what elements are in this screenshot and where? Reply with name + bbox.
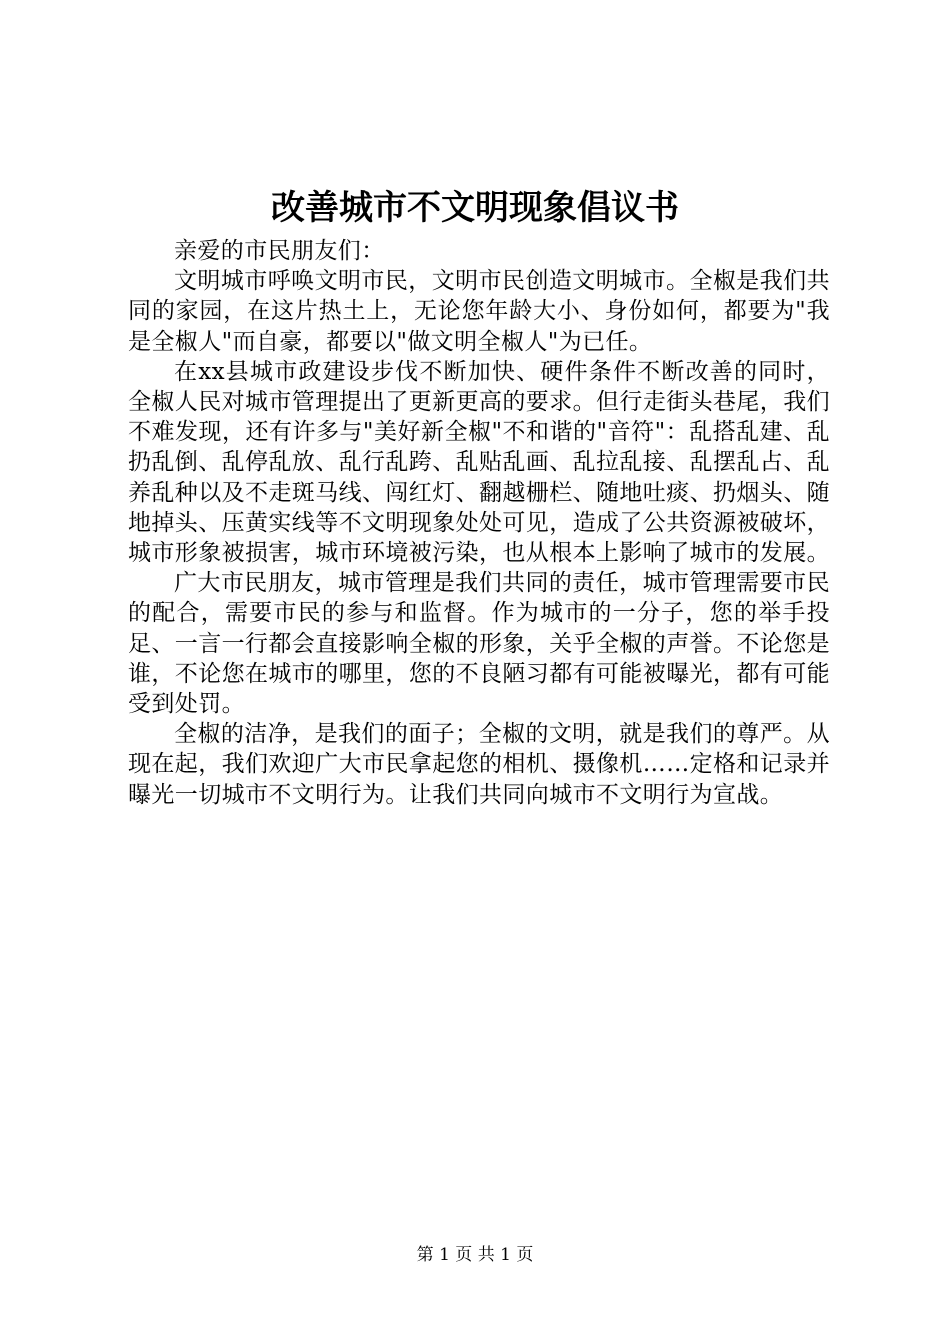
paragraph-4: 全椒的洁净，是我们的面子；全椒的文明，就是我们的尊严。从现在起，我们欢迎广大市民拿起您的相机、摄像机……定格和记录并曝光一切城市不文明行为。让我们共同向城市不文明行为宣战。 <box>128 721 830 808</box>
paragraph-2: 在xx县城市政建设步伐不断加快、硬件条件不断改善的同时，全椒人民对城市管理提出了更新更高的要求。但行走街头巷尾，我们不难发现，还有许多与"美好新全椒"不和谐的"音符"：乱搭乱建、乱扔乱倒、乱停乱放、乱行乱跨、乱贴乱画、乱拉乱接、乱摆乱占、乱养乱种以及不走斑马线、闯红灯、翻越栅栏、随地吐痰、扔烟头、随地掉头、压黄实线等不文明现象处处可见，造成了公共资源被破坏，城市形象被损害，城市环境被污染，也从根本上影响了城市的发展。 <box>128 358 830 567</box>
document-title: 改善城市不文明现象倡议书 <box>271 188 679 228</box>
paragraph-1: 文明城市呼唤文明市民，文明市民创造文明城市。全椒是我们共同的家园，在这片热土上，无论您年龄大小、身份如何，都要为"我是全椒人"而自豪，都要以"做文明全椒人"为已任。 <box>128 268 830 355</box>
document-body <box>128 236 830 810</box>
page-number-footer: 第 1 页 共 1 页 <box>416 1245 534 1265</box>
paragraph-3: 广大市民朋友，城市管理是我们共同的责任，城市管理需要市民的配合，需要市民的参与和监督。作为城市的一分子，您的举手投足、一言一行都会直接影响全椒的形象，关乎全椒的声誉。不论您是谁，不论您在城市的哪里，您的不良陋习都有可能被曝光，都有可能受到处罚。 <box>128 570 830 718</box>
salutation: 亲爱的市民朋友们： <box>174 238 385 264</box>
